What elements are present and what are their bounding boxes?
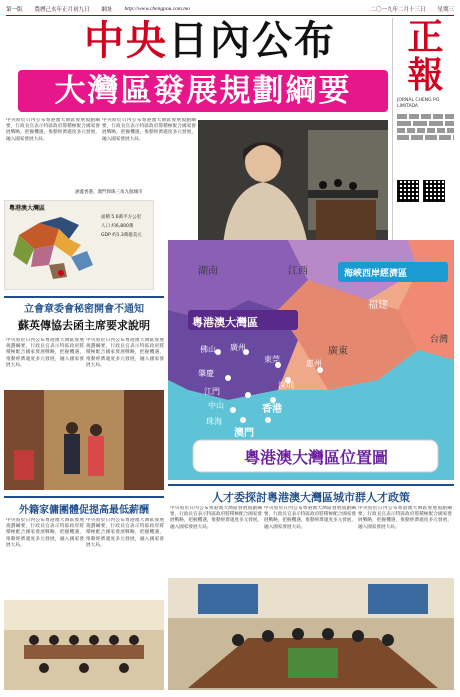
map-label-foshan: 佛山 [200,345,216,354]
map-label-haixia: 海峽西岸經濟區 [344,269,408,279]
lead-photo [198,120,388,246]
story4-photo [168,578,454,690]
map-caption: 粵港澳大灣區位置圖 [243,448,388,467]
map-label-zhuhai: 珠海 [206,417,222,426]
map-label-dongguan: 東莞 [264,355,280,364]
map-stat-gdp: GDP 約1.3萬億美元 [101,233,142,238]
small-map-title: 粵港澳大灣區 [9,205,46,212]
issue-date: 二〇一九年二月十三日 [370,6,426,13]
site-url[interactable]: http://www.chengpou.com.mo [124,5,190,12]
map-label-macau: 澳門 [234,428,254,439]
map-label-taiwan: 台灣 [430,335,449,345]
weekday: 星期三 [437,6,454,13]
story3-title: 外籍家傭團體促提高最低薪酬 [19,505,149,516]
story4-col1: 中央將於日內公布粵港澳大灣區發展規劃綱要，行政長官表示特區政府將積極配合國家發展戰略，把握機遇，推動經濟適度多元發展，融入國家發展大局。 [170,506,262,530]
lead-article-col1: 中央將於日內公布粵港澳大灣區發展規劃綱要，行政長官表示特區政府將積極配合國家發展戰略，把握機遇，推動經濟適度多元發展，融入國家發展大局。 [6,118,100,142]
story3-header [4,496,164,516]
small-region-map [4,190,154,290]
story2-title1: 立會章委會秘密開會不通知 [24,304,144,315]
lunar-date: 農曆己亥年正月初九日 [34,6,90,13]
logo-top-char: 正 [407,16,444,58]
site-label: 網址 [101,6,113,13]
story3-col1: 中央將於日內公布粵港澳大灣區發展規劃綱要，行政長官表示特區政府將積極配合國家發展戰略，把握機遇，推動經濟適度多元發展，融入國家發展大局。 [6,518,84,548]
map-label-guangzhou: 廣州 [230,343,246,352]
map-label-shenzhen: 深圳 [278,381,294,390]
logo-bottom-char: 報 [407,54,444,96]
map-label-fujian: 福建 [368,300,388,311]
story4-col3: 中央將於日內公布粵港澳大灣區發展規劃綱要，行政長官表示特區政府將積極配合國家發展戰略，把握機遇，推動經濟適度多元發展，融入國家發展大局。 [358,506,452,530]
map-label-huizhou: 惠州 [306,359,322,368]
headline-black-part: 日內公布 [168,17,336,64]
story2-header [4,296,164,336]
story3-col2: 中央將於日內公布粵港澳大灣區發展規劃綱要，行政長官表示特區政府將積極配合國家發展戰略，把握機遇，推動經濟適度多元發展，融入國家發展大局。 [86,518,164,548]
map-label-hunan: 湖南 [198,266,218,277]
publisher-name: JORNAL CHENG PO LIMITADA [397,98,440,109]
headline-red-part: 中央 [84,17,168,64]
main-headline [40,18,380,64]
map-label-jiangxi: 江西 [288,266,308,277]
map-label-zhongshan: 中山 [208,401,224,410]
story2-col1: 中央將於日內公布粵港澳大灣區發展規劃綱要，行政長官表示特區政府將積極配合國家發展戰略，把握機遇，推動經濟適度多元發展，融入國家發展大局。 [6,338,84,368]
greater-bay-area-map [168,240,454,480]
edition-bar [6,4,454,16]
map-label-guangdong: 廣東 [328,346,348,357]
qr-code-icon[interactable] [397,180,419,202]
map-stat-area: 面積 5.6萬平方公里 [101,215,142,220]
story4-col2: 中央將於日內公布粵港澳大灣區發展規劃綱要，行政長官表示特區政府將積極配合國家發展戰略，把握機遇，推動經濟適度多元發展，融入國家發展大局。 [264,506,356,530]
story2-photo [4,390,164,490]
story4-header [168,484,454,504]
story4-title: 人才委探討粵港澳大灣區城市群人才政策 [212,491,410,504]
page-number: 第一版 [6,6,23,13]
map-label-hongkong: 香港 [262,404,282,415]
map-label-jiangmen: 江門 [204,387,220,396]
map-label-zhaoqing: 肇慶 [198,369,214,378]
lead-article-col2: 中央將於日內公布粵港澳大灣區發展規劃綱要，行政長官表示特區政府將積極配合國家發展戰略，把握機遇，推動經濟適度多元發展，融入國家發展大局。 [102,118,196,142]
sub-headline-banner: 大灣區發展規劃綱要 [18,70,388,112]
small-map-caption: 涵蓋香港、澳門與珠三角九個城市 [75,190,143,195]
story3-photo [4,600,164,690]
qr-code-icon[interactable] [423,180,445,202]
map-label-region: 粵港澳大灣區 [192,316,258,329]
map-stat-population: 人口 約6,800萬 [101,224,134,229]
masthead [392,18,454,276]
story2-title2: 蘇英傳協去函主席要求說明 [18,319,150,332]
story2-col2: 中央將於日內公布粵港澳大灣區發展規劃綱要，行政長官表示特區政府將積極配合國家發展戰略，把握機遇，推動經濟適度多元發展，融入國家發展大局。 [86,338,164,368]
